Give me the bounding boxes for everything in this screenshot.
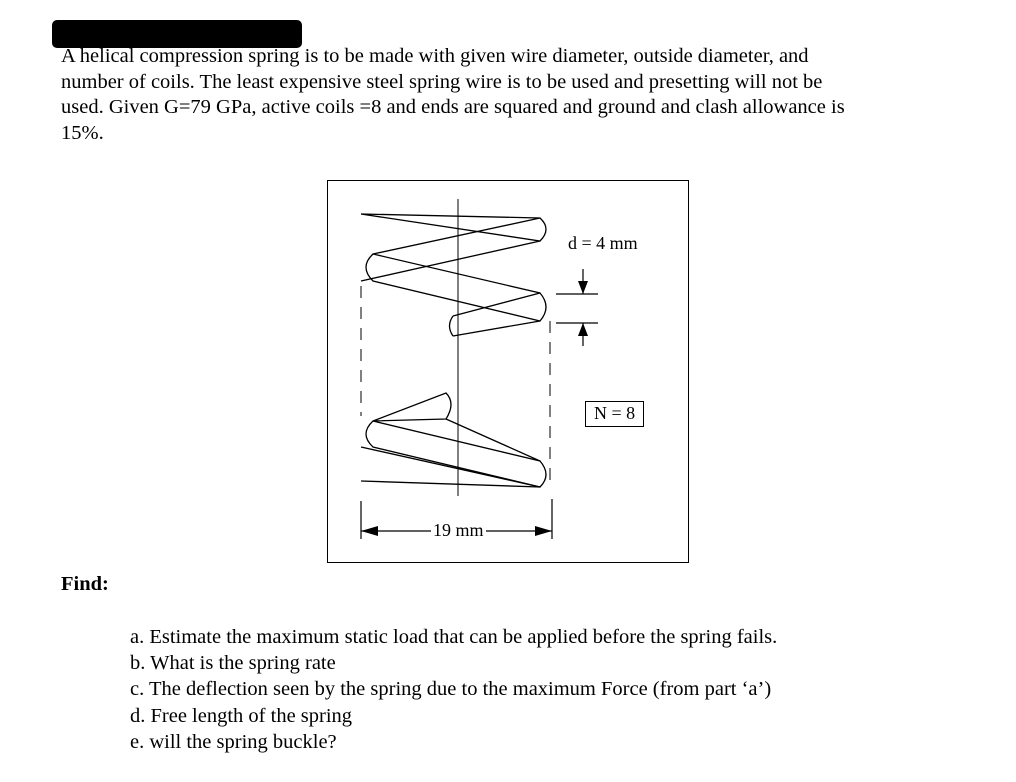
- wire-dim-arrow-up: [578, 323, 588, 336]
- problem-statement: [61, 44, 961, 146]
- problem-line: number of coils. The least expensive steel spring wire is to be used and presetting will not be: [61, 70, 823, 93]
- find-heading: Find:: [61, 573, 109, 595]
- wire-dim-arrow-down: [578, 281, 588, 294]
- dim-arrow-left: [361, 526, 378, 536]
- problem-line: 15%.: [61, 121, 104, 144]
- coils-label: N = 8: [585, 401, 644, 427]
- question-list: [130, 624, 777, 755]
- spring-figure: [327, 180, 689, 563]
- spring-upper-coil: [366, 254, 546, 321]
- question-item: b. What is the spring rate: [130, 652, 336, 675]
- spring-break-edge-1: [450, 316, 454, 336]
- spring-bottom-line-2: [361, 481, 540, 487]
- spring-lower-break: [373, 393, 451, 421]
- problem-line: used. Given G=79 GPa, active coils =8 and ends are squared and ground and clash allowance is: [61, 96, 845, 118]
- question-item: c. The deflection seen by the spring due to the maximum Force (from part ‘a’): [130, 678, 772, 701]
- question-item: a. Estimate the maximum static load that can be applied before the spring fails.: [130, 626, 778, 648]
- question-item: d. Free length of the spring: [130, 704, 353, 727]
- outside-diameter-label: 19 mm: [433, 520, 484, 540]
- problem-line: A helical compression spring is to be made with given wire diameter, outside diameter, and: [61, 45, 809, 67]
- question-item: e. will the spring buckle?: [130, 730, 337, 753]
- wire-diameter-label: d = 4 mm: [568, 233, 638, 253]
- dim-arrow-right: [535, 526, 552, 536]
- spring-break-line-2: [453, 321, 540, 336]
